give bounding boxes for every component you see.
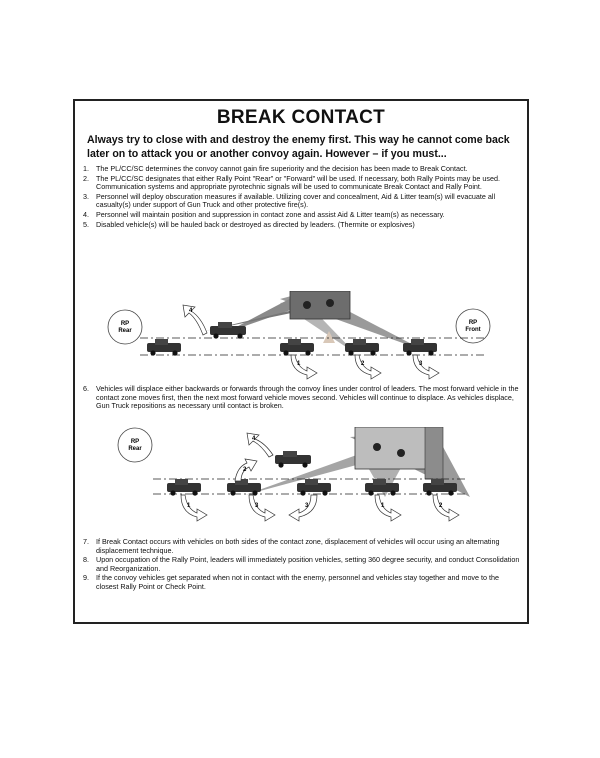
step-number: 9.: [83, 573, 89, 583]
step-number: 5.: [83, 219, 89, 229]
rp-rear-label-2: Rear: [118, 328, 132, 334]
step-number: 6.: [83, 384, 89, 393]
list-item: [83, 556, 523, 573]
rally-point-rear: [118, 428, 152, 462]
convoy-vehicle: [297, 479, 331, 496]
enemy-icon: [326, 299, 334, 307]
step-text: The PL/CC/SC designates that either Rally Point "Rear" or "Forward" will be used. If necessary, both Rally Points may be used. Communication systems and appropriate pyrotechnic signals will be used to communicate Break Contact and Rally Point.: [96, 173, 500, 192]
rp-front-label-2: Front: [465, 327, 481, 333]
displacement-arrow: [375, 495, 401, 521]
list-item: [83, 211, 523, 220]
enemy-icon: [303, 301, 311, 309]
displacement-arrow: [413, 355, 439, 379]
enemy-position: [425, 427, 443, 479]
rally-point-rear: [108, 310, 142, 344]
page-title: BREAK CONTACT: [216, 107, 386, 128]
enemy-icon: [397, 449, 405, 457]
step-text: The PL/CC/SC determines the convoy cannot gain fire superiority and the decision has been made to Break Contact.: [96, 164, 468, 173]
arrow-label: 1: [381, 503, 385, 509]
step-number: 7.: [83, 537, 89, 546]
arrow-label: 3: [255, 503, 259, 509]
step-number: 2.: [83, 173, 89, 183]
displacement-arrow: [289, 495, 317, 521]
displacement-arrow: [183, 305, 207, 335]
displacement-arrow: [433, 495, 459, 521]
step-number: 8.: [83, 555, 89, 565]
rp-rear-label-1: RP: [120, 321, 130, 327]
list-item: [83, 175, 523, 192]
convoy-diagram-displacement: [85, 427, 521, 532]
convoy-vehicle: [227, 479, 261, 496]
convoy-vehicle: [147, 339, 181, 356]
step-number: 3.: [83, 191, 89, 201]
list-item: [83, 385, 523, 411]
rp-front-label-1: RP: [468, 320, 478, 326]
steps-list-part2: [83, 385, 523, 412]
displacement-arrow: [355, 355, 381, 379]
displacement-arrow: [291, 355, 317, 379]
convoy-vehicle: [167, 479, 201, 496]
steps-list-part3: [83, 538, 523, 593]
rp-rear-label-1: RP: [130, 439, 140, 445]
arrow-label: 1: [187, 503, 191, 509]
list-item: [83, 165, 523, 174]
convoy-vehicle: [403, 339, 437, 356]
step-number: 1.: [83, 164, 89, 173]
step-number: 4.: [83, 209, 89, 219]
arrow-label: 4: [252, 436, 256, 442]
list-item: [83, 193, 523, 210]
gun-truck: [275, 451, 311, 468]
rp-rear-label-2: Rear: [128, 446, 142, 452]
arrow-label: 1: [297, 361, 301, 367]
displacement-arrow: [181, 495, 207, 521]
step-text: Upon occupation of the Rally Point, leaders will immediately position vehicles, setting 360 degree security, and conduct Consolidation and Reorganization.: [96, 555, 520, 573]
enemy-position: [290, 291, 350, 319]
arrow-label: 2: [243, 467, 247, 473]
convoy-vehicle: [365, 479, 399, 496]
enemy-icon: [373, 443, 381, 451]
step-text: Disabled vehicle(s) will be hauled back or destroyed as directed by leaders. (Thermite or explosives): [96, 219, 415, 229]
convoy-diagram-rally-points: [85, 291, 521, 381]
list-item: [83, 574, 523, 591]
list-item: [83, 538, 523, 555]
arrow-label: 3: [305, 503, 309, 509]
list-item: [83, 221, 523, 230]
step-text: Personnel will deploy obscuration measures if available. Utilizing cover and concealment, Aid & Litter team(s) will evacuate all casualty(s) under support of Gun Truck and other protective fire(s).: [96, 191, 496, 210]
break-contact-card: [73, 99, 529, 624]
arrow-label: 2: [439, 503, 443, 509]
convoy-vehicle: [345, 339, 379, 356]
gun-truck: [210, 322, 246, 339]
arrow-label: 2: [361, 361, 365, 367]
convoy-vehicle: [280, 339, 314, 356]
steps-list-part1: [83, 165, 523, 230]
step-text: Vehicles will displace either backwards or forwards through the convoy lines under control of leaders. The most forward vehicle in the contact zone moves first, then the next most forward vehicle moves second. Vehicles will continue to displace. As vehicles displace, Gun Truck repositions as necessary until contact is broken.: [96, 384, 519, 411]
arrow-label: 4: [189, 308, 193, 314]
step-text: Personnel will maintain position and suppression in contact zone and assist Aid & Litter team(s) as necessary.: [96, 209, 445, 219]
intro-text: Always try to close with and destroy the enemy first. This way he cannot come back later on to attack you or another convoy again. However – if you must...: [87, 134, 510, 160]
step-text: If the convoy vehicles get separated when not in contact with the enemy, personnel and vehicles stay together and move to the closest Rally Point or Check Point.: [96, 573, 500, 591]
displacement-arrow: [249, 495, 275, 521]
step-text: If Break Contact occurs with vehicles on both sides of the contact zone, displacement of vehicles will occur using an alternating displacement technique.: [96, 537, 500, 555]
displacement-arrow: [247, 433, 273, 457]
arrow-label: 3: [419, 361, 423, 367]
